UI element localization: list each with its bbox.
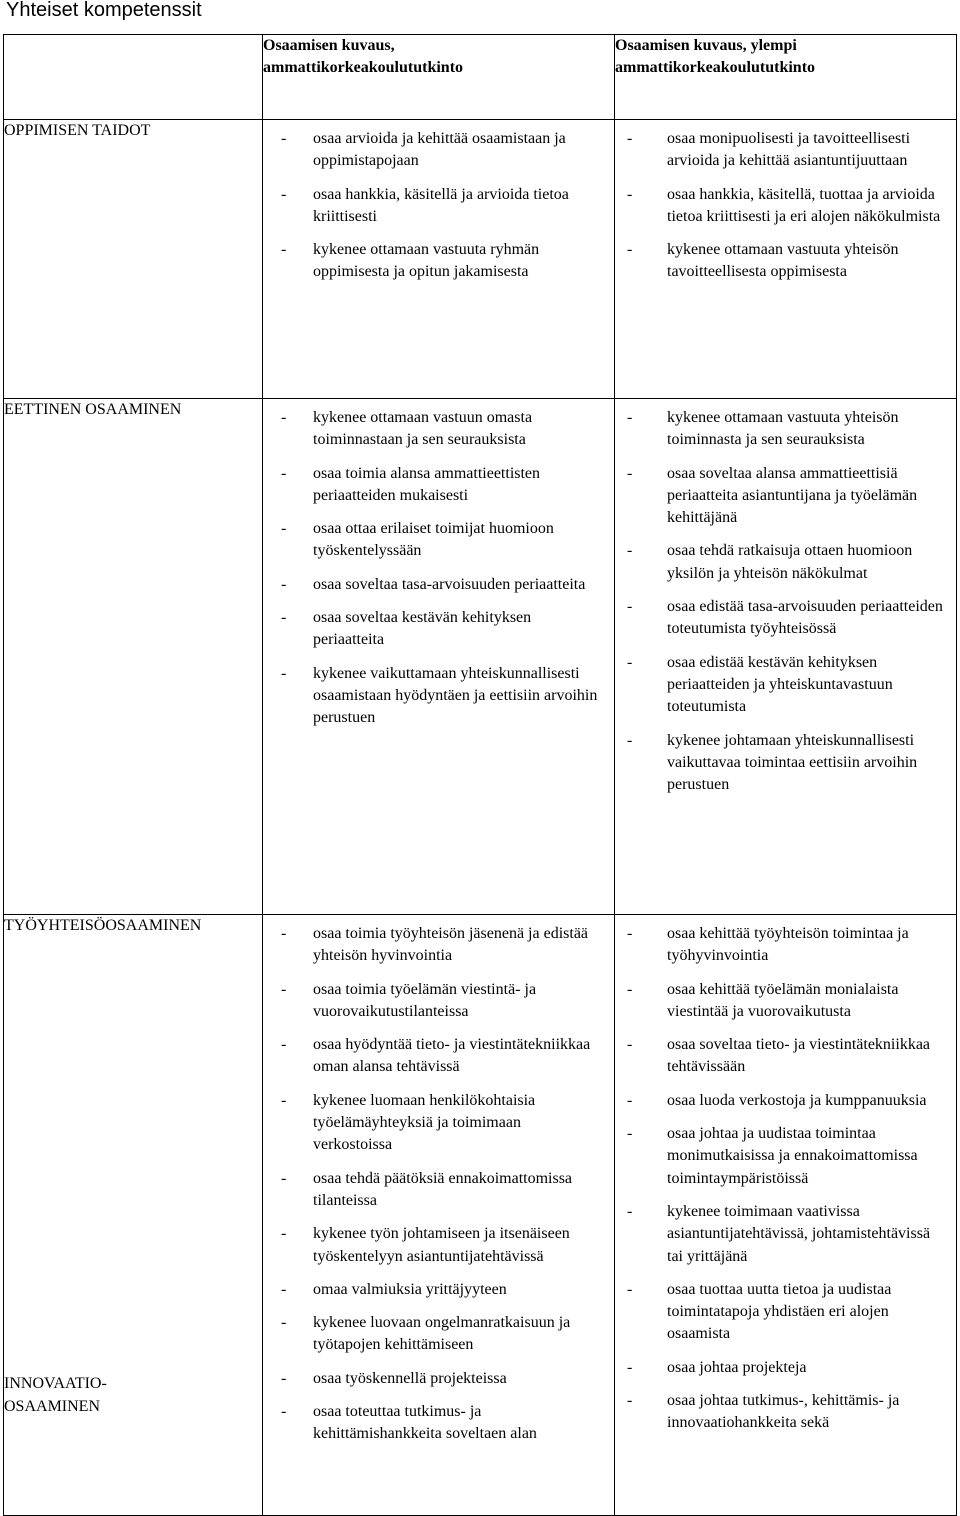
bullet-dash: - <box>627 542 633 560</box>
amk-list <box>263 399 614 730</box>
category-cell <box>4 399 263 915</box>
list-item-text: kykenee johtamaan yhteiskunnallisesti vaikuttavaa toimintaa eettisiin arvoihin perustuen <box>667 731 918 794</box>
bullet-dash: - <box>627 409 633 426</box>
list-item <box>263 239 614 284</box>
list-item <box>615 1279 956 1346</box>
list-item-text: osaa luoda verkostoja ja kumppanuuksia <box>667 1091 927 1109</box>
bullet-dash: - <box>281 241 287 259</box>
list-item <box>263 407 614 452</box>
category-cell <box>4 120 263 399</box>
list-item-text: osaa toimia työyhteisön jäsenenä ja edistää yhteisön hyvinvointia <box>313 925 589 965</box>
bullet-dash: - <box>281 1036 287 1054</box>
list-item <box>263 663 614 730</box>
bullet-dash: - <box>627 980 633 998</box>
bullet-dash: - <box>281 1169 287 1187</box>
list-item <box>615 239 956 284</box>
list-item-text: osaa soveltaa kestävän kehityksen periaatteita <box>313 609 532 649</box>
list-item-text: kykenee toimimaan vaativissa asiantuntijatehtävissä, johtamistehtävissä tai yrittäjänä <box>667 1202 931 1265</box>
amk-cell <box>263 399 615 915</box>
list-item <box>263 1401 614 1446</box>
list-item-text: osaa edistää kestävän kehityksen periaatteiden ja yhteiskuntavastuun toteutumista <box>667 653 893 716</box>
list-item-text: osaa johtaa tutkimus-, kehittämis- ja innovaatiohankkeita sekä <box>667 1392 900 1432</box>
list-item <box>615 1090 956 1112</box>
list-item <box>263 574 614 596</box>
bullet-dash: - <box>627 653 633 671</box>
list-item <box>615 1034 956 1079</box>
list-item <box>263 184 614 229</box>
bullet-dash: - <box>627 925 633 942</box>
table-row <box>4 120 957 399</box>
yamk-list <box>615 120 956 284</box>
bullet-dash: - <box>281 464 287 482</box>
list-item-text: osaa kehittää työyhteisön toimintaa ja työhyvinvointia <box>667 925 909 965</box>
bullet-dash: - <box>627 598 633 616</box>
list-item <box>615 979 956 1024</box>
list-item-text: osaa toteuttaa tutkimus- ja kehittämishankkeita soveltaen alan <box>313 1403 537 1443</box>
bullet-dash: - <box>627 241 633 259</box>
bullet-dash: - <box>627 185 633 203</box>
list-item <box>615 1123 956 1190</box>
bullet-dash: - <box>281 130 287 147</box>
list-item <box>263 463 614 508</box>
list-item-text: osaa monipuolisesti ja tavoitteellisesti arvioida ja kehittää asiantuntijuuttaan <box>667 130 911 170</box>
list-item <box>615 652 956 719</box>
list-item <box>263 1368 614 1390</box>
category-label: EETTINEN OSAAMINEN <box>4 401 182 418</box>
list-item-text: osaa tuottaa uutta tietoa ja uudistaa toimintatapoja yhdistäen eri alojen osaamista <box>667 1280 892 1343</box>
category-label: OPPIMISEN TAIDOT <box>4 122 151 139</box>
list-item-text: osaa toimia alansa ammattieettisten periaatteiden mukaisesti <box>313 464 541 504</box>
header-amk-line2: ammattikorkeakoulututkinto <box>263 59 464 77</box>
list-item-text: osaa ottaa erilaiset toimijat huomioon työskentelyssään <box>313 520 554 560</box>
category-label: OSAAMINEN <box>4 1397 100 1415</box>
list-item-text: kykenee luovaan ongelmanratkaisuun ja työtapojen kehittämiseen <box>313 1314 571 1354</box>
header-amk-column <box>263 35 615 120</box>
list-item <box>263 1090 614 1157</box>
amk-cell <box>263 120 615 399</box>
list-item <box>615 184 956 229</box>
list-item <box>263 1312 614 1357</box>
bullet-dash: - <box>281 575 287 593</box>
list-item-text: osaa arvioida ja kehittää osaamistaan ja oppimistapojaan <box>313 130 566 170</box>
list-item-text: osaa soveltaa tieto- ja viestintätekniikkaa tehtävissään <box>667 1036 931 1076</box>
competence-table <box>3 34 957 1516</box>
list-item <box>263 1279 614 1301</box>
amk-list <box>263 915 614 1446</box>
list-item <box>615 463 956 530</box>
bullet-dash: - <box>627 731 633 749</box>
yamk-cell <box>615 915 957 1516</box>
list-item-text: osaa toimia työelämän viestintä- ja vuorovaikutustilanteissa <box>313 980 537 1020</box>
bullet-dash: - <box>627 464 633 482</box>
bullet-dash: - <box>281 409 287 426</box>
list-item-text: osaa tehdä päätöksiä ennakoimattomissa tilanteissa <box>313 1169 573 1209</box>
list-item <box>615 1201 956 1268</box>
list-item-text: kykenee ottamaan vastuun omasta toiminnastaan ja sen seurauksista <box>313 409 533 449</box>
header-amk-line1: Osaamisen kuvaus, <box>263 37 395 54</box>
list-item-text: osaa johtaa projekteja <box>667 1358 807 1376</box>
bullet-dash: - <box>281 609 287 627</box>
bullet-dash: - <box>627 1392 633 1410</box>
bullet-dash: - <box>627 1202 633 1220</box>
list-item <box>615 730 956 797</box>
list-item-text: osaa hyödyntää tieto- ja viestintätekniikkaa oman alansa tehtävissä <box>313 1036 591 1076</box>
list-item-text: omaa valmiuksia yrittäjyyteen <box>313 1280 507 1298</box>
list-item-text: osaa edistää tasa-arvoisuuden periaatteiden toteutumista työyhteisössä <box>667 598 943 638</box>
list-item <box>263 1034 614 1079</box>
list-item <box>615 128 956 173</box>
list-item <box>263 923 614 968</box>
category-cell <box>4 915 263 1516</box>
list-item <box>263 979 614 1024</box>
list-item-text: kykenee työn johtamiseen ja itsenäiseen työskentelyyn asiantuntijatehtävissä <box>313 1225 570 1265</box>
amk-list <box>263 120 614 284</box>
bullet-dash: - <box>281 520 287 538</box>
yamk-cell <box>615 120 957 399</box>
header-yamk-line2: ammattikorkeakoulututkinto <box>615 59 816 77</box>
category-label: TYÖYHTEISÖOSAAMINEN <box>4 917 202 934</box>
page-title: Yhteiset kompetenssit <box>6 0 202 21</box>
list-item-text: osaa kehittää työelämän monialaista viestintää ja vuorovaikutusta <box>667 980 899 1020</box>
table-header-row <box>4 35 957 120</box>
bullet-dash: - <box>281 1280 287 1298</box>
list-item-text: kykenee ottamaan vastuuta yhteisön toiminnasta ja sen seurauksista <box>667 409 899 449</box>
yamk-list <box>615 399 956 796</box>
bullet-dash: - <box>281 1225 287 1243</box>
list-item <box>615 407 956 452</box>
list-item-text: osaa työskennellä projekteissa <box>313 1369 507 1387</box>
bullet-dash: - <box>627 1125 633 1143</box>
list-item-text: kykenee vaikuttamaan yhteiskunnallisesti osaamistaan hyödyntäen ja eettisiin arvoihin perustuen <box>313 664 598 727</box>
list-item-text: kykenee luomaan henkilökohtaisia työelämäyhteyksiä ja toimimaan verkostoissa <box>313 1091 536 1154</box>
header-yamk-column <box>615 35 957 120</box>
list-item <box>263 1223 614 1268</box>
bullet-dash: - <box>627 1036 633 1054</box>
yamk-cell <box>615 399 957 915</box>
yamk-list <box>615 915 956 1435</box>
bullet-dash: - <box>627 1091 633 1109</box>
bullet-dash: - <box>281 925 287 942</box>
header-category-column <box>4 35 263 120</box>
bullet-dash: - <box>281 980 287 998</box>
category-label: INNOVAATIO- <box>4 1375 107 1393</box>
list-item-text: kykenee ottamaan vastuuta yhteisön tavoitteellisesta oppimisesta <box>667 241 899 281</box>
bullet-dash: - <box>281 1091 287 1109</box>
list-item-text: osaa hankkia, käsitellä ja arvioida tietoa kriittisesti <box>313 185 569 225</box>
table-row <box>4 399 957 915</box>
list-item <box>615 540 956 585</box>
bullet-dash: - <box>281 1403 287 1421</box>
amk-cell <box>263 915 615 1516</box>
list-item <box>615 923 956 968</box>
bullet-dash: - <box>281 185 287 203</box>
list-item <box>615 1390 956 1435</box>
list-item-text: osaa soveltaa tasa-arvoisuuden periaatteita <box>313 575 586 593</box>
list-item <box>263 518 614 563</box>
bullet-dash: - <box>281 1314 287 1332</box>
list-item-text: kykenee ottamaan vastuuta ryhmän oppimisesta ja opitun jakamisesta <box>313 241 540 281</box>
bullet-dash: - <box>627 1280 633 1298</box>
list-item <box>263 128 614 173</box>
list-item-text: osaa hankkia, käsitellä, tuottaa ja arvioida tietoa kriittisesti ja eri alojen näkökulmista <box>667 185 941 225</box>
list-item-text: osaa soveltaa alansa ammattieettisiä periaatteita asiantuntijana ja työelämän kehittäjänä <box>667 464 918 527</box>
bullet-dash: - <box>281 664 287 682</box>
bullet-dash: - <box>281 1369 287 1387</box>
list-item <box>615 1357 956 1379</box>
list-item-text: osaa johtaa ja uudistaa toimintaa monimutkaisissa ja ennakoimattomissa toimintaympäristöissä <box>667 1125 918 1187</box>
table-row <box>4 915 957 1516</box>
list-item-text: osaa tehdä ratkaisuja ottaen huomioon yksilön ja yhteisön näkökulmat <box>667 542 913 582</box>
list-item <box>615 596 956 641</box>
list-item <box>263 1168 614 1213</box>
list-item <box>263 607 614 652</box>
bullet-dash: - <box>627 130 633 147</box>
header-yamk-line1: Osaamisen kuvaus, ylempi <box>615 37 797 54</box>
bullet-dash: - <box>627 1358 633 1376</box>
